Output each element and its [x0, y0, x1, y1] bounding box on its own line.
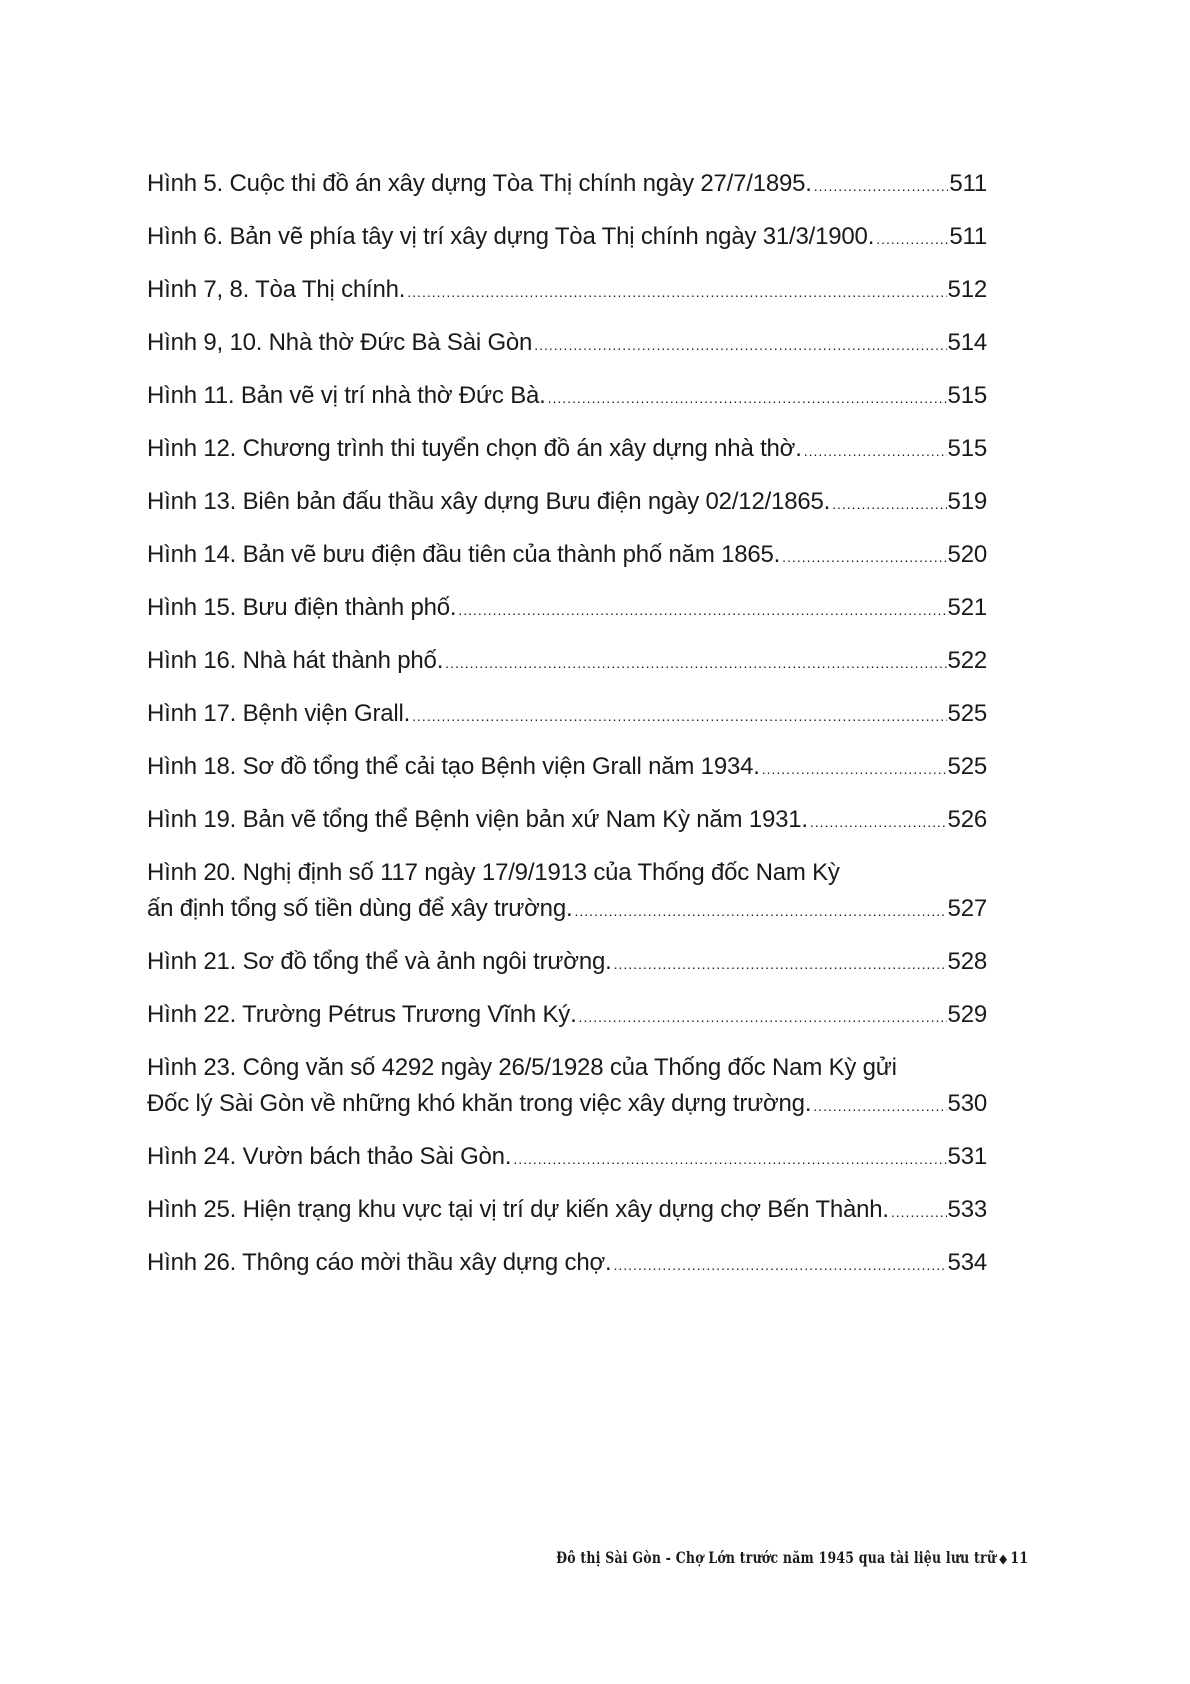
toc-entry: [147, 378, 987, 416]
dot-leader: [614, 1247, 947, 1283]
dot-leader: [412, 698, 946, 734]
toc-entry: [147, 272, 987, 310]
toc-entry-title: Hình 19. Bản vẽ tổng thể Bệnh viện bản xứ Nam Kỳ năm 1931.: [147, 806, 808, 833]
toc-entry-title: Hình 24. Vườn bách thảo Sài Gòn.: [147, 1143, 512, 1170]
dot-leader: [891, 1194, 947, 1230]
toc-entry: [147, 590, 987, 628]
toc-entry-title: Hình 15. Bưu điện thành phố.: [147, 594, 457, 621]
dot-leader: [614, 946, 947, 982]
footer-page-number: 11: [1010, 1548, 1028, 1567]
toc-entry-line: [147, 802, 987, 840]
toc-entry-title: Hình 14. Bản vẽ bưu điện đầu tiên của thành phố năm 1865.: [147, 541, 781, 568]
toc-entry-page-number: 525: [947, 753, 987, 780]
toc-entry: [147, 325, 987, 363]
toc-entry-line: [147, 378, 987, 416]
footer-bullet-icon: ◆: [998, 1552, 1008, 1567]
toc-entry-title: Hình 5. Cuộc thi đồ án xây dựng Tòa Thị chính ngày 27/7/1895.: [147, 170, 812, 197]
toc-entry-page-number: 530: [947, 1090, 987, 1117]
toc-entry: [147, 749, 987, 787]
toc-entry-title: Đốc lý Sài Gòn về những khó khăn trong việc xây dựng trường.: [147, 1090, 812, 1117]
toc-entry-title: Hình 21. Sơ đồ tổng thể và ảnh ngôi trường.: [147, 948, 612, 975]
toc-entry-page-number: 526: [947, 806, 987, 833]
toc-entry: [147, 802, 987, 840]
dot-leader: [445, 645, 946, 681]
toc-entry-title-line: Hình 20. Nghị định số 117 ngày 17/9/1913 của Thống đốc Nam Kỳ: [147, 859, 840, 886]
toc-entry-title: Hình 6. Bản vẽ phía tây vị trí xây dựng Tòa Thị chính ngày 31/3/1900.: [147, 223, 875, 250]
toc-entry-line: [147, 1139, 987, 1177]
toc-entry: [147, 696, 987, 734]
toc-entry-line: [147, 1192, 987, 1230]
toc-entry: [147, 537, 987, 575]
toc-entry: [147, 484, 987, 522]
toc-entry-page-number: 522: [947, 647, 987, 674]
toc-entry-line: [147, 891, 987, 929]
toc-entry-line: [147, 431, 987, 469]
toc-entry-line: [147, 272, 987, 310]
toc-entry: [147, 1245, 987, 1283]
toc-entry: [147, 1139, 987, 1177]
dot-leader: [813, 1088, 946, 1124]
toc-entry-title: Hình 26. Thông cáo mời thầu xây dựng chợ.: [147, 1249, 612, 1276]
toc-entry-line: [147, 484, 987, 522]
toc-entry-line: [147, 643, 987, 681]
toc-entry-page-number: 512: [947, 276, 987, 303]
toc-entry-title: Hình 22. Trường Pétrus Trương Vĩnh Ký.: [147, 1001, 577, 1028]
toc-entry-line: [147, 696, 987, 734]
toc-entry-title: ấn định tổng số tiền dùng để xây trường.: [147, 895, 573, 922]
toc-entry-page-number: 511: [949, 170, 987, 197]
dot-leader: [534, 327, 946, 363]
toc-entry-title: Hình 11. Bản vẽ vị trí nhà thờ Đức Bà.: [147, 382, 546, 409]
dot-leader: [876, 221, 948, 257]
toc-entry-page-number: 525: [947, 700, 987, 727]
toc-entry-page-number: 515: [947, 382, 987, 409]
toc-entry: [147, 855, 987, 929]
toc-entry-line: [147, 997, 987, 1035]
toc-entry-line: [147, 537, 987, 575]
footer-book-title: Đô thị Sài Gòn - Chợ Lớn trước năm 1945 qua tài liệu lưu trữ: [555, 1548, 996, 1567]
toc-entry-title: Hình 17. Bệnh viện Grall.: [147, 700, 411, 727]
toc-entry-page-number: 514: [947, 329, 987, 356]
toc-entry-page-number: 519: [947, 488, 987, 515]
toc-entry-line: [147, 1245, 987, 1283]
toc-entry: [147, 166, 987, 204]
dot-leader: [548, 380, 947, 416]
dot-leader: [407, 274, 946, 310]
toc-entry-line: [147, 219, 987, 257]
dot-leader: [762, 751, 947, 787]
dot-leader: [579, 999, 947, 1035]
toc-entry-title: Hình 13. Biên bản đấu thầu xây dựng Bưu điện ngày 02/12/1865.: [147, 488, 831, 515]
toc-entry-title: Hình 7, 8. Tòa Thị chính.: [147, 276, 406, 303]
table-of-figures: [147, 166, 987, 1298]
toc-entry-page-number: 533: [947, 1196, 987, 1223]
dot-leader: [804, 433, 947, 469]
toc-entry-page-number: 534: [947, 1249, 987, 1276]
toc-entry-page-number: 520: [947, 541, 987, 568]
toc-entry-title: Hình 9, 10. Nhà thờ Đức Bà Sài Gòn: [147, 329, 533, 356]
toc-entry-title: Hình 12. Chương trình thi tuyển chọn đồ án xây dựng nhà thờ.: [147, 435, 802, 462]
toc-entry-page-number: 527: [947, 895, 987, 922]
toc-entry-page-number: 529: [947, 1001, 987, 1028]
dot-leader: [513, 1141, 946, 1177]
dot-leader: [782, 539, 946, 575]
toc-entry: [147, 1192, 987, 1230]
toc-entry-page-number: 511: [949, 223, 987, 250]
toc-entry-page-number: 521: [947, 594, 987, 621]
dot-leader: [574, 893, 946, 929]
dot-leader: [458, 592, 946, 628]
toc-entry: [147, 219, 987, 257]
page-footer: [556, 1548, 1028, 1567]
dot-leader: [810, 804, 947, 840]
toc-entry: [147, 944, 987, 982]
toc-entry-page-number: 515: [947, 435, 987, 462]
toc-entry: [147, 1050, 987, 1124]
toc-entry-line: [147, 944, 987, 982]
toc-entry-line: [147, 590, 987, 628]
toc-entry-line: [147, 325, 987, 363]
dot-leader: [832, 486, 946, 522]
toc-entry: [147, 997, 987, 1035]
toc-entry-line: [147, 1086, 987, 1124]
toc-entry-title: Hình 25. Hiện trạng khu vực tại vị trí dự kiến xây dựng chợ Bến Thành.: [147, 1196, 889, 1223]
toc-entry-page-number: 531: [947, 1143, 987, 1170]
dot-leader: [814, 168, 949, 204]
toc-entry-title-line: Hình 23. Công văn số 4292 ngày 26/5/1928 của Thống đốc Nam Kỳ gửi: [147, 1054, 897, 1081]
toc-entry: [147, 431, 987, 469]
toc-entry-title: Hình 16. Nhà hát thành phố.: [147, 647, 444, 674]
toc-entry: [147, 643, 987, 681]
toc-entry-line: [147, 166, 987, 204]
toc-entry-line: [147, 749, 987, 787]
toc-entry-title: Hình 18. Sơ đồ tổng thể cải tạo Bệnh viện Grall năm 1934.: [147, 753, 760, 780]
toc-entry-page-number: 528: [947, 948, 987, 975]
